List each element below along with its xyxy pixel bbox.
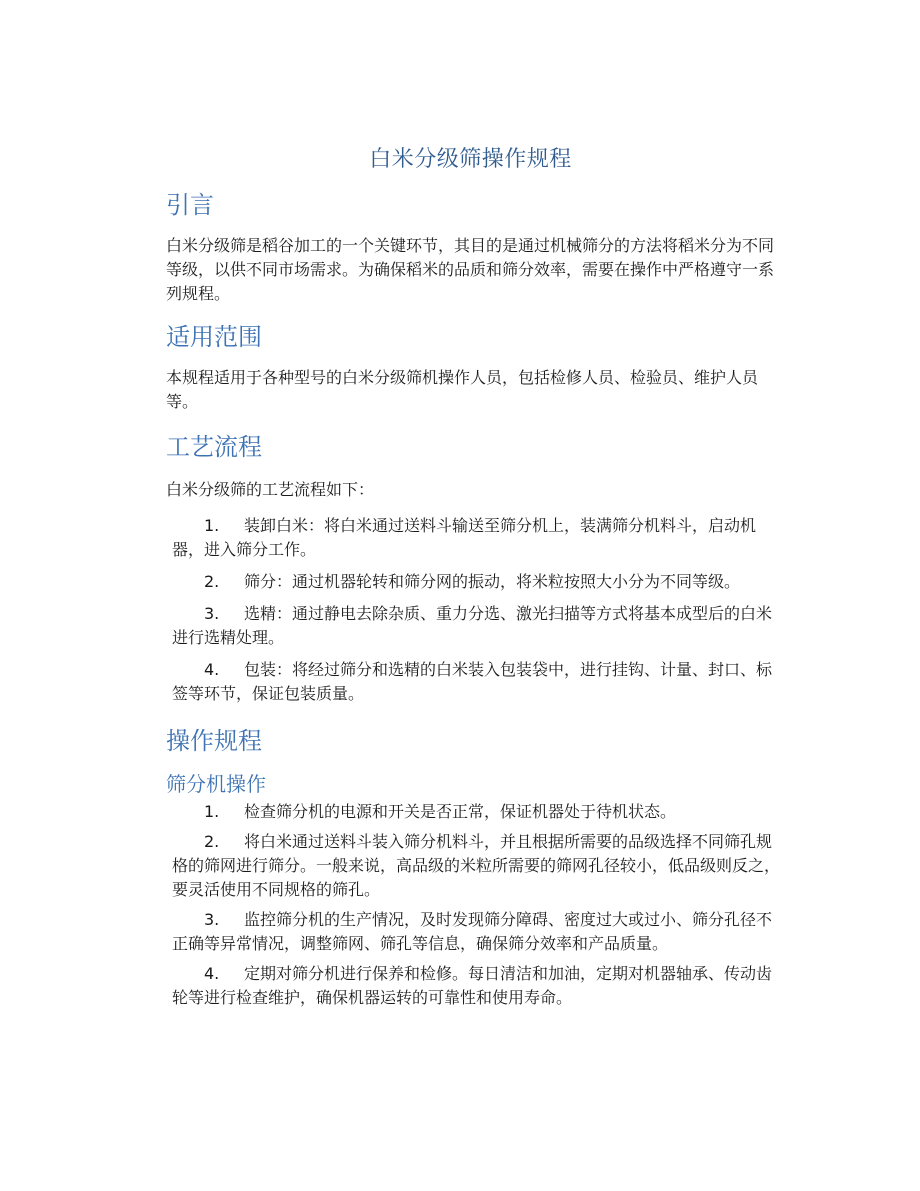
operation-list [172,800,785,1010]
list-item [172,658,785,706]
list-item-text: 监控筛分机的生产情况，及时发现筛分障碍、密度过大或过小、筛分孔径不正确等异常情况，调整筛网、筛孔等信息，确保筛分效率和产品质量。 [172,910,773,953]
process-list [172,514,785,706]
list-item-number: 1. [204,516,220,535]
list-item-number: 3. [204,910,220,929]
list-item [172,800,785,824]
list-item-text: 包装：将经过筛分和选精的白米装入包装袋中，进行挂钩、计量、封口、标签等环节，保证包装质量。 [172,660,773,703]
list-item-number: 4. [204,964,220,983]
list-item [172,962,785,1010]
subsection-heading-sieve-operation: 筛分机操作 [166,772,266,796]
intro-paragraph: 白米分级筛是稻谷加工的一个关键环节，其目的是通过机械筛分的方法将稻米分为不同等级，以供不同市场需求。为确保稻米的品质和筛分效率，需要在操作中严格遵守一系列规程。 [166,236,775,303]
list-item-number: 2. [204,832,220,851]
list-item-number: 3. [204,604,220,623]
process-intro: 白米分级筛的工艺流程如下： [166,480,375,499]
list-item [172,908,785,956]
scope-paragraph: 本规程适用于各种型号的白米分级筛机操作人员，包括检修人员、检验员、维护人员等。 [166,368,759,411]
section-heading-scope: 适用范围 [166,323,262,351]
section-heading-process: 工艺流程 [166,433,262,461]
section-heading-operation: 操作规程 [166,727,262,755]
list-item-text: 检查筛分机的电源和开关是否正常，保证机器处于待机状态。 [244,802,677,821]
list-item-text: 定期对筛分机进行保养和检修。每日清洁和加油，定期对机器轴承、传动齿轮等进行检查维护，确保机器运转的可靠性和使用寿命。 [172,964,773,1007]
list-item-text: 将白米通过送料斗装入筛分机料斗，并且根据所需要的品级选择不同筛孔规格的筛网进行筛分。一般来说，高品级的米粒所需要的筛网孔径较小，低品级则反之，要灵活使用不同规格的筛孔。 [172,832,781,899]
list-item-text: 选精：通过静电去除杂质、重力分选、激光扫描等方式将基本成型后的白米进行选精处理。 [172,604,773,647]
list-item-text: 装卸白米：将白米通过送料斗输送至筛分机上，装满筛分机料斗，启动机器，进入筛分工作。 [172,516,757,559]
document-title: 白米分级筛操作规程 [369,147,572,172]
list-item-number: 4. [204,660,220,679]
list-item [172,602,785,650]
section-heading-intro: 引言 [166,191,214,219]
list-item-number: 1. [204,802,220,821]
list-item [172,830,785,902]
list-item [172,514,785,562]
list-item-text: 筛分：通过机器轮转和筛分网的振动，将米粒按照大小分为不同等级。 [244,572,741,591]
list-item [172,570,785,594]
list-item-number: 2. [204,572,220,591]
